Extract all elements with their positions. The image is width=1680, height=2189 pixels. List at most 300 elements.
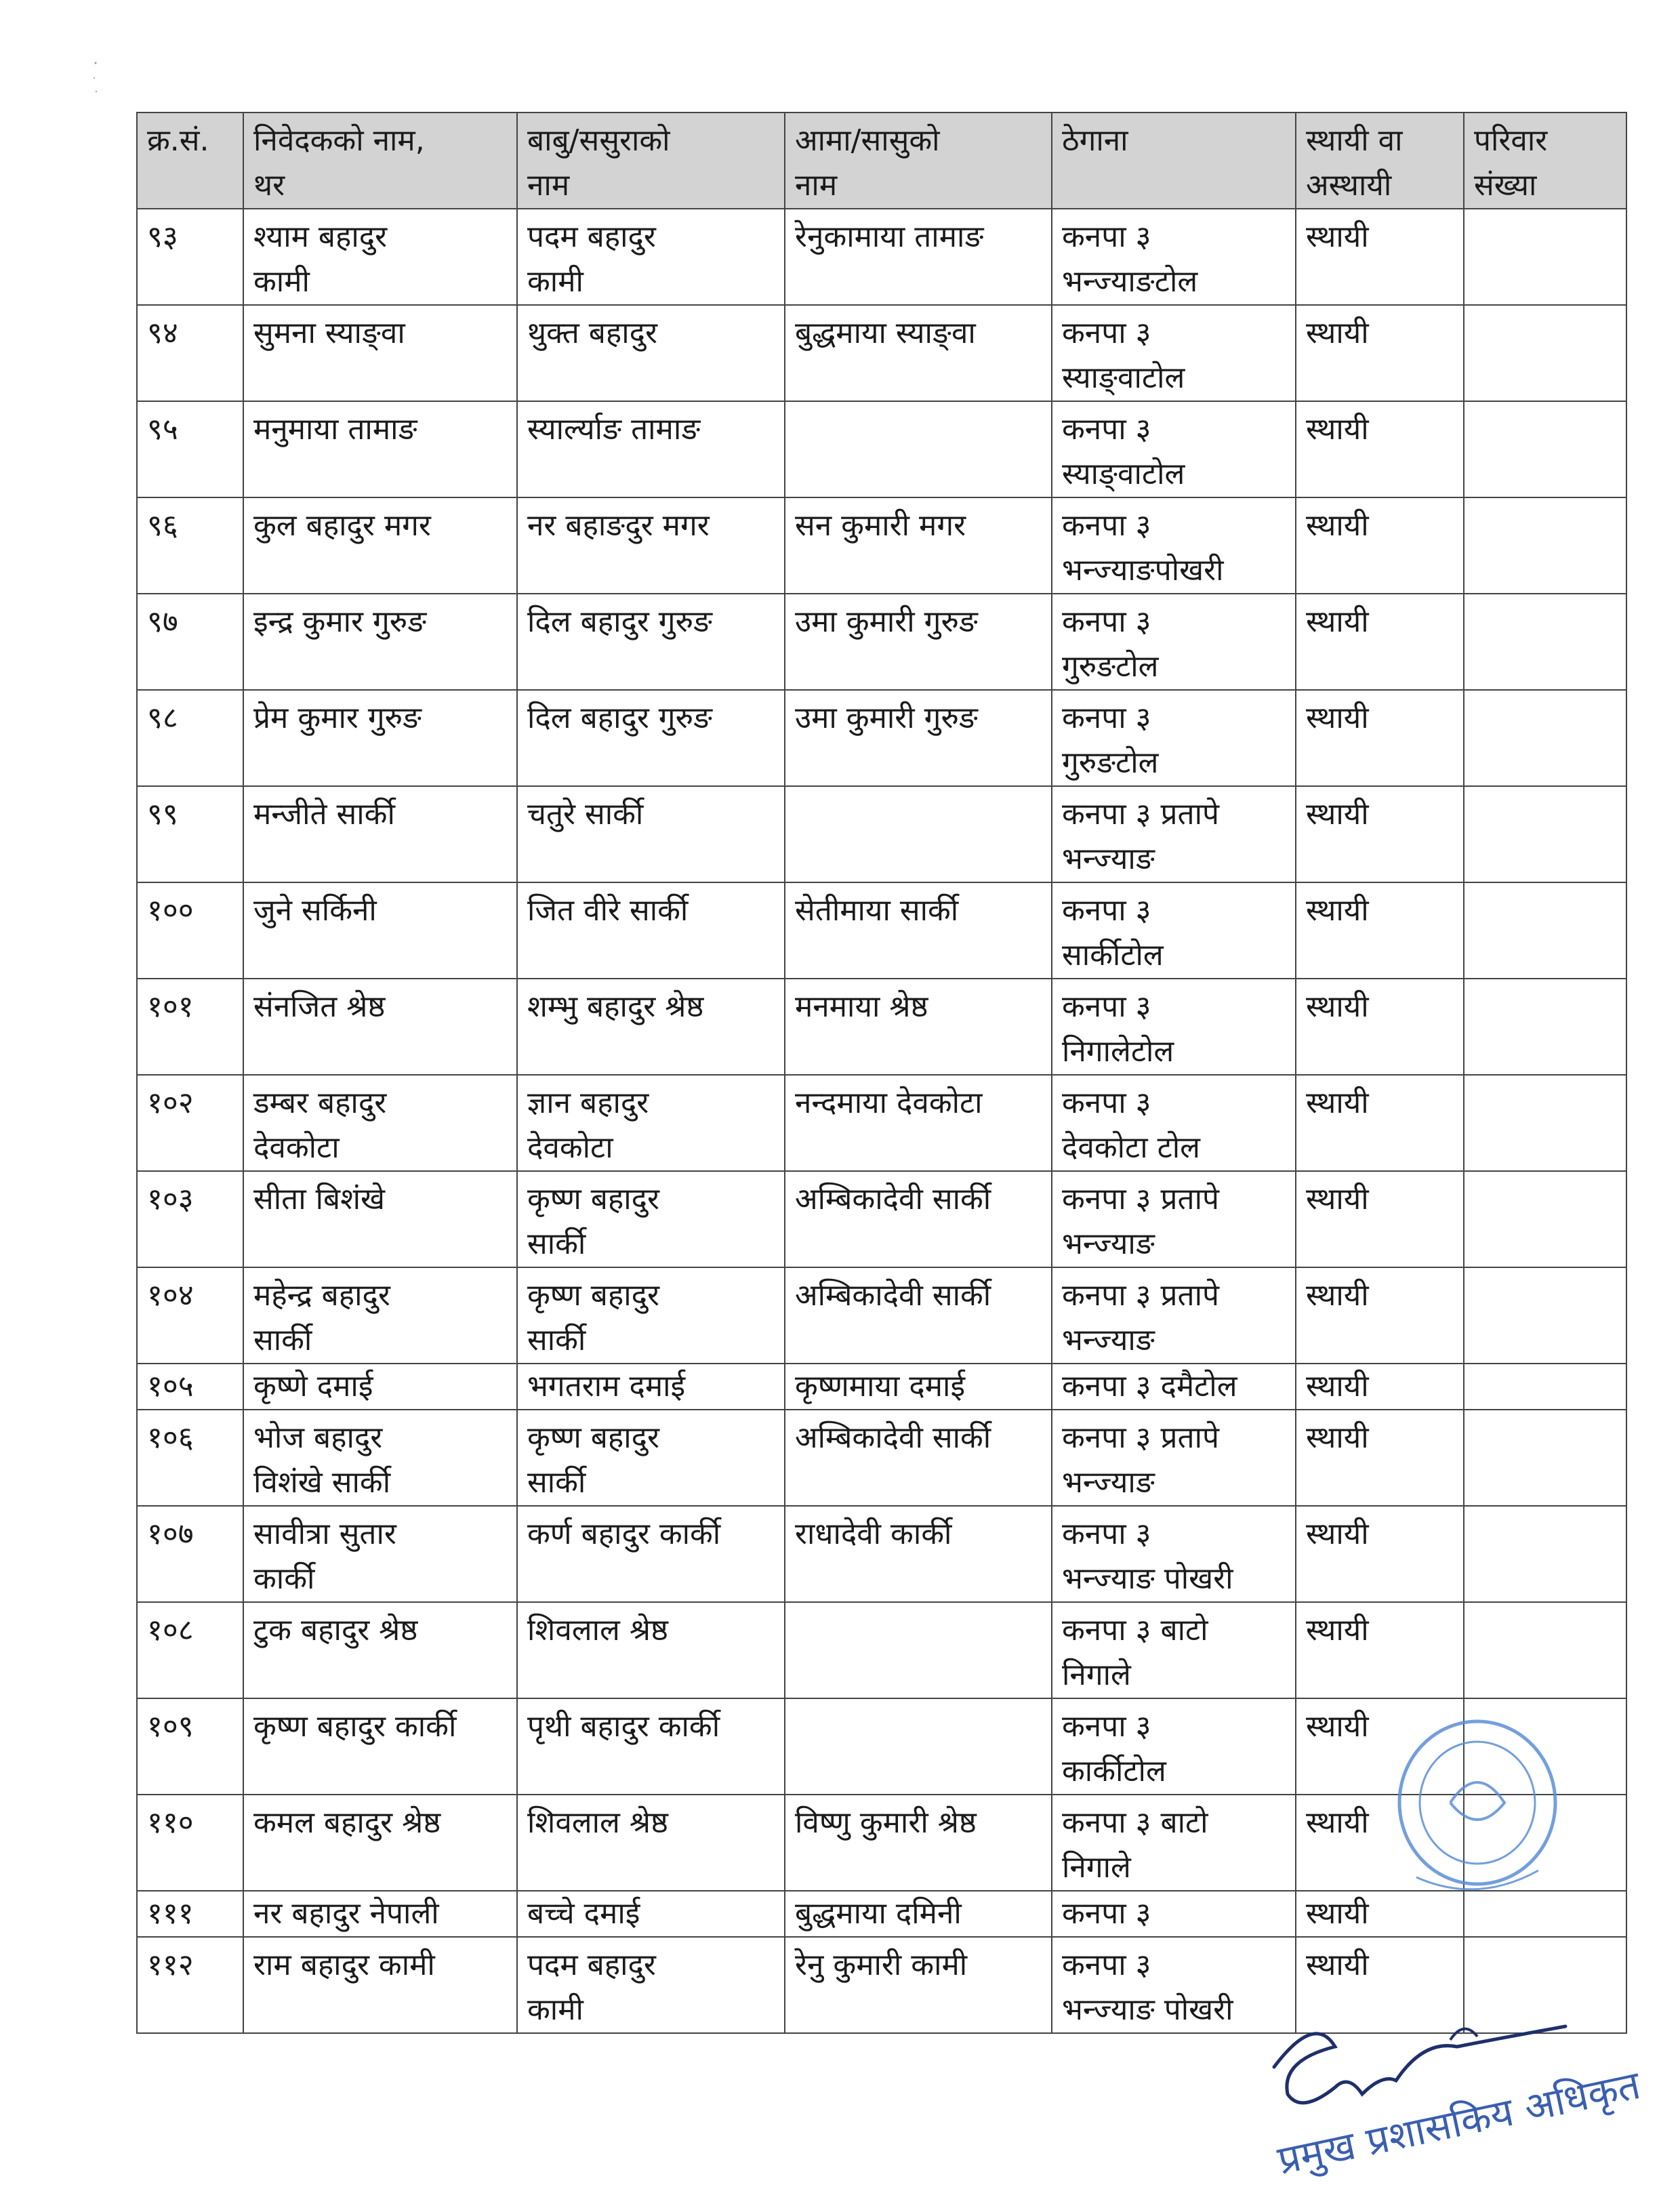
cell-text-line: ९६ [147,508,178,543]
cell-text-line: निगालेटोल [1062,1034,1174,1069]
cell-father-name [517,1602,785,1698]
cell-address [1052,1267,1296,1364]
cell-text-line: देवकोटा टोल [1062,1130,1200,1165]
cell-address [1052,401,1296,497]
cell-status [1296,401,1464,497]
table-row [137,305,1626,401]
cell-father-name [517,690,785,786]
cell-text-line: राधादेवी कार्की [795,1517,952,1551]
cell-text-line: कनपा ३ [1062,1517,1151,1551]
cell-text-line: बुद्धमाया दमिनी [795,1896,962,1931]
cell-mother-name [785,497,1052,594]
cell-text-line: पदम बहादुर [527,1948,656,1982]
cell-status [1296,1364,1464,1410]
cell-family-count [1464,979,1626,1075]
cell-text-line: कनपा ३ [1062,412,1151,447]
cell-father-name [517,594,785,690]
cell-serial [137,1602,243,1698]
cell-text-line: पृथी बहादुर कार्की [527,1709,720,1744]
cell-text-line: स्थायी [1306,1709,1369,1744]
cell-text-line: अम्बिकादेवी सार्की [795,1420,991,1455]
cell-text-line: राम बहादुर कामी [253,1948,435,1982]
cell-text-line: देवकोटा [253,1130,340,1165]
cell-text-line: गुरुङटोल [1062,649,1159,684]
cell-address [1052,594,1296,690]
cell-father-name [517,1267,785,1364]
cell-text-line: स्थायी [1306,1517,1369,1551]
cell-applicant-name [243,1602,517,1698]
cell-serial [137,1364,243,1410]
cell-text-line: सार्की [527,1465,586,1500]
cell-text-line: निगाले [1062,1658,1131,1692]
cell-text-line: स्थायी [1306,316,1369,350]
cell-text-line: १११ [147,1896,194,1931]
cell-status [1296,1410,1464,1506]
cell-text-line: १०० [147,893,194,928]
cell-serial [137,1937,243,2033]
table-row [137,1171,1626,1267]
cell-text-line: १०४ [147,1278,194,1313]
cell-family-count [1464,1364,1626,1410]
cell-text-line: सीता बिशंखे [253,1182,386,1216]
header-text-line: नाम [527,168,570,203]
cell-father-name [517,1364,785,1410]
cell-applicant-name [243,1364,517,1410]
header-family-count [1464,112,1626,209]
cell-text-line: कनपा ३ [1062,220,1151,254]
cell-applicant-name [243,1171,517,1267]
cell-serial [137,209,243,305]
cell-text-line: संनजित श्रेष्ठ [253,989,386,1024]
cell-text-line: ९७ [147,605,178,639]
header-text-line: अस्थायी [1306,168,1392,203]
cell-father-name [517,401,785,497]
cell-address [1052,1364,1296,1410]
cell-applicant-name [243,1506,517,1602]
cell-text-line: कनपा ३ बाटो [1062,1613,1208,1648]
cell-text-line: बुद्धमाया स्याङ्वा [795,316,976,350]
cell-text-line: सार्की [527,1323,586,1357]
cell-address [1052,882,1296,979]
cell-applicant-name [243,1795,517,1891]
table-row [137,594,1626,690]
cell-address [1052,1075,1296,1171]
cell-text-line: भन्ज्याङपोखरी [1062,553,1224,588]
table-row [137,497,1626,594]
header-address [1052,112,1296,209]
header-serial [137,112,243,209]
cell-mother-name [785,1795,1052,1891]
cell-mother-name [785,1267,1052,1364]
cell-serial [137,1506,243,1602]
cell-family-count [1464,305,1626,401]
cell-text-line: कनपा ३ प्रतापे [1062,1278,1219,1313]
cell-mother-name [785,1698,1052,1795]
scan-speck-icon [91,58,100,98]
cell-family-count [1464,690,1626,786]
cell-mother-name [785,1891,1052,1937]
cell-text-line: बच्चे दमाई [527,1896,640,1931]
cell-family-count [1464,497,1626,594]
cell-mother-name [785,786,1052,882]
cell-address [1052,690,1296,786]
cell-applicant-name [243,209,517,305]
cell-text-line: जित वीरे सार्की [527,893,689,928]
cell-applicant-name [243,594,517,690]
cell-serial [137,1795,243,1891]
cell-text-line: विष्णु कुमारी श्रेष्ठ [795,1805,977,1840]
cell-text-line: कर्ण बहादुर कार्की [527,1517,721,1551]
cell-applicant-name [243,1698,517,1795]
cell-text-line: कृष्ण बहादुर [527,1182,660,1216]
cell-address [1052,1795,1296,1891]
cell-text-line: इन्द्र कुमार गुरुङ [253,605,427,639]
header-applicant-name [243,112,517,209]
cell-serial [137,1267,243,1364]
cell-text-line: कनपा ३ [1062,1086,1151,1120]
cell-text-line: स्थायी [1306,701,1369,735]
cell-text-line: डम्बर बहादुर [253,1086,387,1120]
cell-text-line: कनपा ३ [1062,893,1151,928]
cell-father-name [517,1937,785,2033]
cell-status [1296,1602,1464,1698]
cell-text-line: ९४ [147,316,178,350]
table-row [137,1410,1626,1506]
cell-status [1296,594,1464,690]
cell-father-name [517,497,785,594]
cell-status [1296,497,1464,594]
cell-text-line: स्थायी [1306,1420,1369,1455]
cell-text-line: भन्ज्याङटोल [1062,264,1198,299]
header-mother-name [785,112,1052,209]
cell-applicant-name [243,305,517,401]
cell-text-line: स्थायी [1306,508,1369,543]
table-row [137,401,1626,497]
cell-text-line: सार्की [253,1323,312,1357]
cell-mother-name [785,979,1052,1075]
table-header [137,112,1626,209]
cell-text-line: कनपा ३ बाटो [1062,1805,1208,1840]
cell-mother-name [785,1506,1052,1602]
cell-text-line: स्थायी [1306,1369,1369,1404]
cell-father-name [517,979,785,1075]
cell-text-line: स्थायी [1306,1613,1369,1648]
cell-family-count [1464,1602,1626,1698]
cell-text-line: अम्बिकादेवी सार्की [795,1182,991,1216]
cell-text-line: स्याङ्वाटोल [1062,457,1185,491]
cell-text-line: स्थायी [1306,1896,1369,1931]
cell-text-line: मनुमाया तामाङ [253,412,417,447]
cell-text-line: स्थायी [1306,605,1369,639]
cell-text-line: स्थायी [1306,412,1369,447]
cell-family-count [1464,1267,1626,1364]
cell-serial [137,1171,243,1267]
cell-text-line: शम्भु बहादुर श्रेष्ठ [527,989,704,1024]
header-text-line: संख्या [1474,168,1537,203]
header-row [137,112,1626,209]
table-row [137,786,1626,882]
cell-text-line: विशंखे सार्की [253,1465,391,1500]
table-row [137,1267,1626,1364]
cell-father-name [517,882,785,979]
table-row [137,690,1626,786]
cell-applicant-name [243,1937,517,2033]
cell-text-line: शिवलाल श्रेष्ठ [527,1805,668,1840]
cell-address [1052,1506,1296,1602]
cell-text-line: कामी [527,264,583,299]
cell-serial [137,1075,243,1171]
table-row [137,1364,1626,1410]
cell-father-name [517,209,785,305]
cell-text-line: कमल बहादुर श्रेष्ठ [253,1805,441,1840]
cell-text-line: कनपा ३ [1062,1709,1151,1744]
header-text-line: बाबु/ससुराको [527,123,670,158]
cell-text-line: भन्ज्याङ [1062,1227,1155,1261]
cell-text-line: स्थायी [1306,1182,1369,1216]
cell-text-line: ९५ [147,412,178,447]
cell-text-line: श्याम बहादुर [253,220,388,254]
cell-applicant-name [243,1267,517,1364]
cell-text-line: कृष्णमाया दमाई [795,1369,966,1404]
cell-serial [137,401,243,497]
cell-text-line: दिल बहादुर गुरुङ [527,605,712,639]
cell-family-count [1464,1506,1626,1602]
cell-text-line: गुरुङटोल [1062,745,1159,780]
cell-text-line: स्थायी [1306,1948,1369,1982]
cell-mother-name [785,882,1052,979]
header-text-line: स्थायी वा [1306,123,1403,158]
cell-status [1296,209,1464,305]
cell-text-line: कनपा ३ [1062,508,1151,543]
cell-text-line: देवकोटा [527,1130,613,1165]
cell-address [1052,305,1296,401]
cell-text-line: स्थायी [1306,1278,1369,1313]
cell-text-line: थुक्त बहादुर [527,316,658,350]
header-text-line: नाम [795,168,838,203]
cell-text-line: १०८ [147,1613,194,1648]
cell-applicant-name [243,786,517,882]
cell-status [1296,690,1464,786]
cell-text-line: शिवलाल श्रेष्ठ [527,1613,668,1648]
cell-father-name [517,1506,785,1602]
cell-text-line: सन कुमारी मगर [795,508,966,543]
cell-text-line: १०३ [147,1182,194,1216]
cell-text-line: मन्जीते सार्की [253,797,395,832]
cell-text-line: स्याङ्वाटोल [1062,361,1185,395]
cell-family-count [1464,786,1626,882]
cell-applicant-name [243,882,517,979]
cell-text-line: सेतीमाया सार्की [795,893,959,928]
cell-text-line: ९९ [147,797,178,832]
cell-father-name [517,1698,785,1795]
cell-father-name [517,305,785,401]
cell-text-line: स्थायी [1306,1086,1369,1120]
cell-text-line: कुल बहादुर मगर [253,508,431,543]
cell-mother-name [785,594,1052,690]
cell-family-count [1464,1075,1626,1171]
cell-text-line: स्थायी [1306,797,1369,832]
cell-text-line: पदम बहादुर [527,220,656,254]
cell-serial [137,690,243,786]
cell-family-count [1464,209,1626,305]
cell-text-line: निगाले [1062,1850,1131,1885]
cell-text-line: कृष्ण बहादुर [527,1278,660,1313]
cell-text-line: १०५ [147,1369,194,1404]
cell-address [1052,497,1296,594]
cell-serial [137,1891,243,1937]
header-text-line: परिवार [1474,123,1548,158]
cell-text-line: जुने सर्किनी [253,893,377,928]
cell-text-line: भगतराम दमाई [527,1369,686,1404]
cell-applicant-name [243,497,517,594]
cell-text-line: १०७ [147,1517,194,1551]
cell-family-count [1464,882,1626,979]
cell-address [1052,1891,1296,1937]
cell-serial [137,594,243,690]
cell-mother-name [785,1075,1052,1171]
cell-text-line: १०६ [147,1420,194,1455]
cell-text-line: प्रेम कुमार गुरुङ [253,701,422,735]
cell-father-name [517,1891,785,1937]
cell-text-line: कनपा ३ [1062,989,1151,1024]
cell-text-line: सार्कीटोल [1062,938,1164,973]
cell-serial [137,497,243,594]
cell-mother-name [785,1410,1052,1506]
cell-text-line: कामी [253,264,310,299]
cell-status [1296,882,1464,979]
cell-applicant-name [243,1410,517,1506]
table-row [137,209,1626,305]
cell-serial [137,786,243,882]
cell-status [1296,1506,1464,1602]
cell-mother-name [785,209,1052,305]
cell-text-line: १०२ [147,1086,194,1120]
cell-text-line: मनमाया श्रेष्ठ [795,989,928,1024]
cell-text-line: कृष्णे दमाई [253,1369,373,1404]
cell-serial [137,882,243,979]
cell-father-name [517,1410,785,1506]
cell-text-line: कनपा ३ [1062,316,1151,350]
cell-text-line: कामी [527,1992,583,2027]
cell-text-line: ९८ [147,701,178,735]
cell-text-line: १०१ [147,989,194,1024]
cell-text-line: उमा कुमारी गुरुङ [795,701,978,735]
cell-text-line: सार्की [527,1227,586,1261]
cell-text-line: कनपा ३ [1062,701,1151,735]
cell-text-line: कनपा ३ प्रतापे [1062,1182,1219,1216]
cell-applicant-name [243,401,517,497]
table-row [137,1075,1626,1171]
cell-family-count [1464,1171,1626,1267]
cell-text-line: स्थायी [1306,989,1369,1024]
cell-text-line: ११० [147,1805,194,1840]
cell-text-line: भन्ज्याङ [1062,1465,1155,1500]
cell-text-line: कनपा ३ प्रतापे [1062,1420,1219,1455]
cell-text-line: नन्दमाया देवकोटा [795,1086,983,1120]
cell-text-line: दिल बहादुर गुरुङ [527,701,712,735]
cell-address [1052,1410,1296,1506]
cell-mother-name [785,1937,1052,2033]
cell-father-name [517,1795,785,1891]
cell-text-line: कृष्ण बहादुर कार्की [253,1709,457,1744]
cell-status [1296,979,1464,1075]
cell-mother-name [785,1171,1052,1267]
cell-text-line: सावीत्रा सुतार [253,1517,396,1551]
cell-text-line: अम्बिकादेवी सार्की [795,1278,991,1313]
cell-status [1296,305,1464,401]
header-text-line: थर [253,168,285,203]
cell-status [1296,786,1464,882]
cell-applicant-name [243,1075,517,1171]
cell-mother-name [785,1602,1052,1698]
cell-family-count [1464,594,1626,690]
cell-address [1052,1602,1296,1698]
table-row [137,1506,1626,1602]
header-father-name [517,112,785,209]
cell-family-count [1464,401,1626,497]
cell-applicant-name [243,690,517,786]
cell-text-line: नर बहाङदुर मगर [527,508,710,543]
cell-mother-name [785,690,1052,786]
cell-address [1052,1171,1296,1267]
header-status [1296,112,1464,209]
cell-serial [137,1410,243,1506]
cell-address [1052,1698,1296,1795]
cell-text-line: कृष्ण बहादुर [527,1420,660,1455]
cell-text-line: ज्ञान बहादुर [527,1086,649,1120]
cell-text-line: कनपा ३ प्रतापे [1062,797,1219,832]
cell-text-line: कनपा ३ [1062,1948,1151,1982]
cell-family-count [1464,1410,1626,1506]
cell-text-line: उमा कुमारी गुरुङ [795,605,978,639]
cell-text-line: टुक बहादुर श्रेष्ठ [253,1613,418,1648]
cell-text-line: कनपा ३ [1062,605,1151,639]
cell-text-line: भन्ज्याङ [1062,1323,1155,1357]
cell-text-line: स्थायी [1306,1805,1369,1840]
cell-text-line: महेन्द्र बहादुर [253,1278,390,1313]
cell-text-line: भोज बहादुर [253,1420,383,1455]
cell-serial [137,305,243,401]
cell-mother-name [785,1364,1052,1410]
cell-text-line: भन्ज्याङ पोखरी [1062,1561,1233,1596]
cell-text-line: ११२ [147,1948,194,1982]
header-text-line: क्र.सं. [147,123,209,158]
cell-mother-name [785,401,1052,497]
cell-text-line: ९३ [147,220,178,254]
cell-text-line: स्यार्ल्याङ तामाङ [527,412,701,447]
cell-father-name [517,1075,785,1171]
cell-text-line: स्थायी [1306,220,1369,254]
header-text-line: ठेगाना [1062,123,1128,158]
cell-text-line: स्थायी [1306,893,1369,928]
cell-applicant-name [243,979,517,1075]
cell-mother-name [785,305,1052,401]
cell-serial [137,1698,243,1795]
cell-status [1296,1171,1464,1267]
cell-text-line: कार्की [253,1561,315,1596]
cell-text-line: कार्कीटोल [1062,1754,1166,1788]
office-seal-stamp [1376,1701,1579,1925]
cell-serial [137,979,243,1075]
cell-status [1296,1075,1464,1171]
table-row [137,882,1626,979]
header-text-line: आमा/सासुको [795,123,940,158]
cell-text-line: रेनुकामाया तामाङ [795,220,984,254]
cell-father-name [517,786,785,882]
table-row [137,1602,1626,1698]
cell-address [1052,979,1296,1075]
cell-text-line: नर बहादुर नेपाली [253,1896,439,1931]
